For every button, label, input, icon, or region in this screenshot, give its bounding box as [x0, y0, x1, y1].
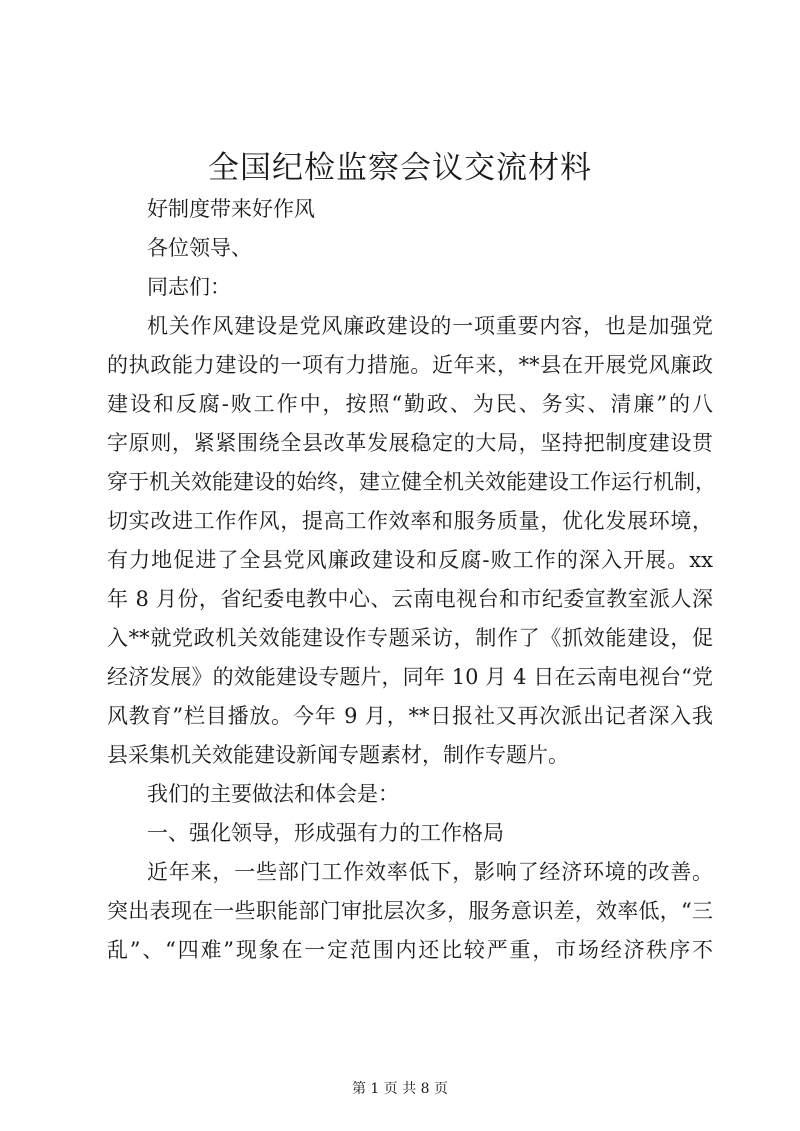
paragraph-line: 风教育”栏目播放。今年 9 月，**日报社又再次派出记者深入我 — [107, 704, 713, 728]
paragraph-line: 突出表现在一些职能部门审批层次多，服务意识差，效率低，“三 — [107, 899, 713, 923]
paragraph-line: 县采集机关效能建设新闻专题素材，制作专题片。 — [107, 743, 569, 767]
paragraph-line: 建设和反腐-败工作中，按照“勤政、为民、务实、清廉”的八 — [107, 392, 713, 416]
paragraph-line: 穿于机关效能建设的始终，建立健全机关效能建设工作运行机制， — [107, 470, 716, 494]
section-heading: 一、强化领导，形成强有力的工作格局 — [147, 821, 504, 845]
salutation-line: 各位领导、 — [147, 236, 252, 260]
paragraph-line: 字原则，紧紧围绕全县改革发展稳定的大局，坚持把制度建设贯 — [107, 431, 713, 455]
paragraph-line: 年 8 月份，省纪委电教中心、云南电视台和市纪委宣教室派人深 — [107, 587, 713, 611]
paragraph-line: 我们的主要做法和体会是： — [147, 782, 399, 806]
paragraph-line: 机关作风建设是党风廉政建设的一项重要内容，也是加强党 — [147, 314, 713, 338]
paragraph-line: 有力地促进了全县党风廉政建设和反腐-败工作的深入开展。xx — [107, 548, 713, 572]
paragraph-line: 经济发展》的效能建设专题片，同年 10 月 4 日在云南电视台“党 — [107, 665, 713, 689]
subtitle-line: 好制度带来好作风 — [147, 197, 315, 221]
paragraph-line: 的执政能力建设的一项有力措施。近年来，**县在开展党风廉政 — [107, 353, 713, 377]
salutation-line: 同志们： — [147, 275, 231, 299]
document-body — [107, 190, 716, 970]
page-footer: 第 1 页 共 8 页 — [351, 1081, 449, 1097]
paragraph-line: 乱”、“四难”现象在一定范围内还比较严重，市场经济秩序不 — [107, 938, 713, 962]
paragraph-line: 切实改进工作作风，提高工作效率和服务质量，优化发展环境， — [107, 509, 713, 533]
paragraph-line: 入**就党政机关效能建设作专题采访，制作了《抓效能建设，促 — [107, 626, 713, 650]
document-title: 全国纪检监察会议交流材料 — [208, 150, 592, 186]
paragraph-line: 近年来，一些部门工作效率低下，影响了经济环境的改善。 — [147, 860, 713, 884]
